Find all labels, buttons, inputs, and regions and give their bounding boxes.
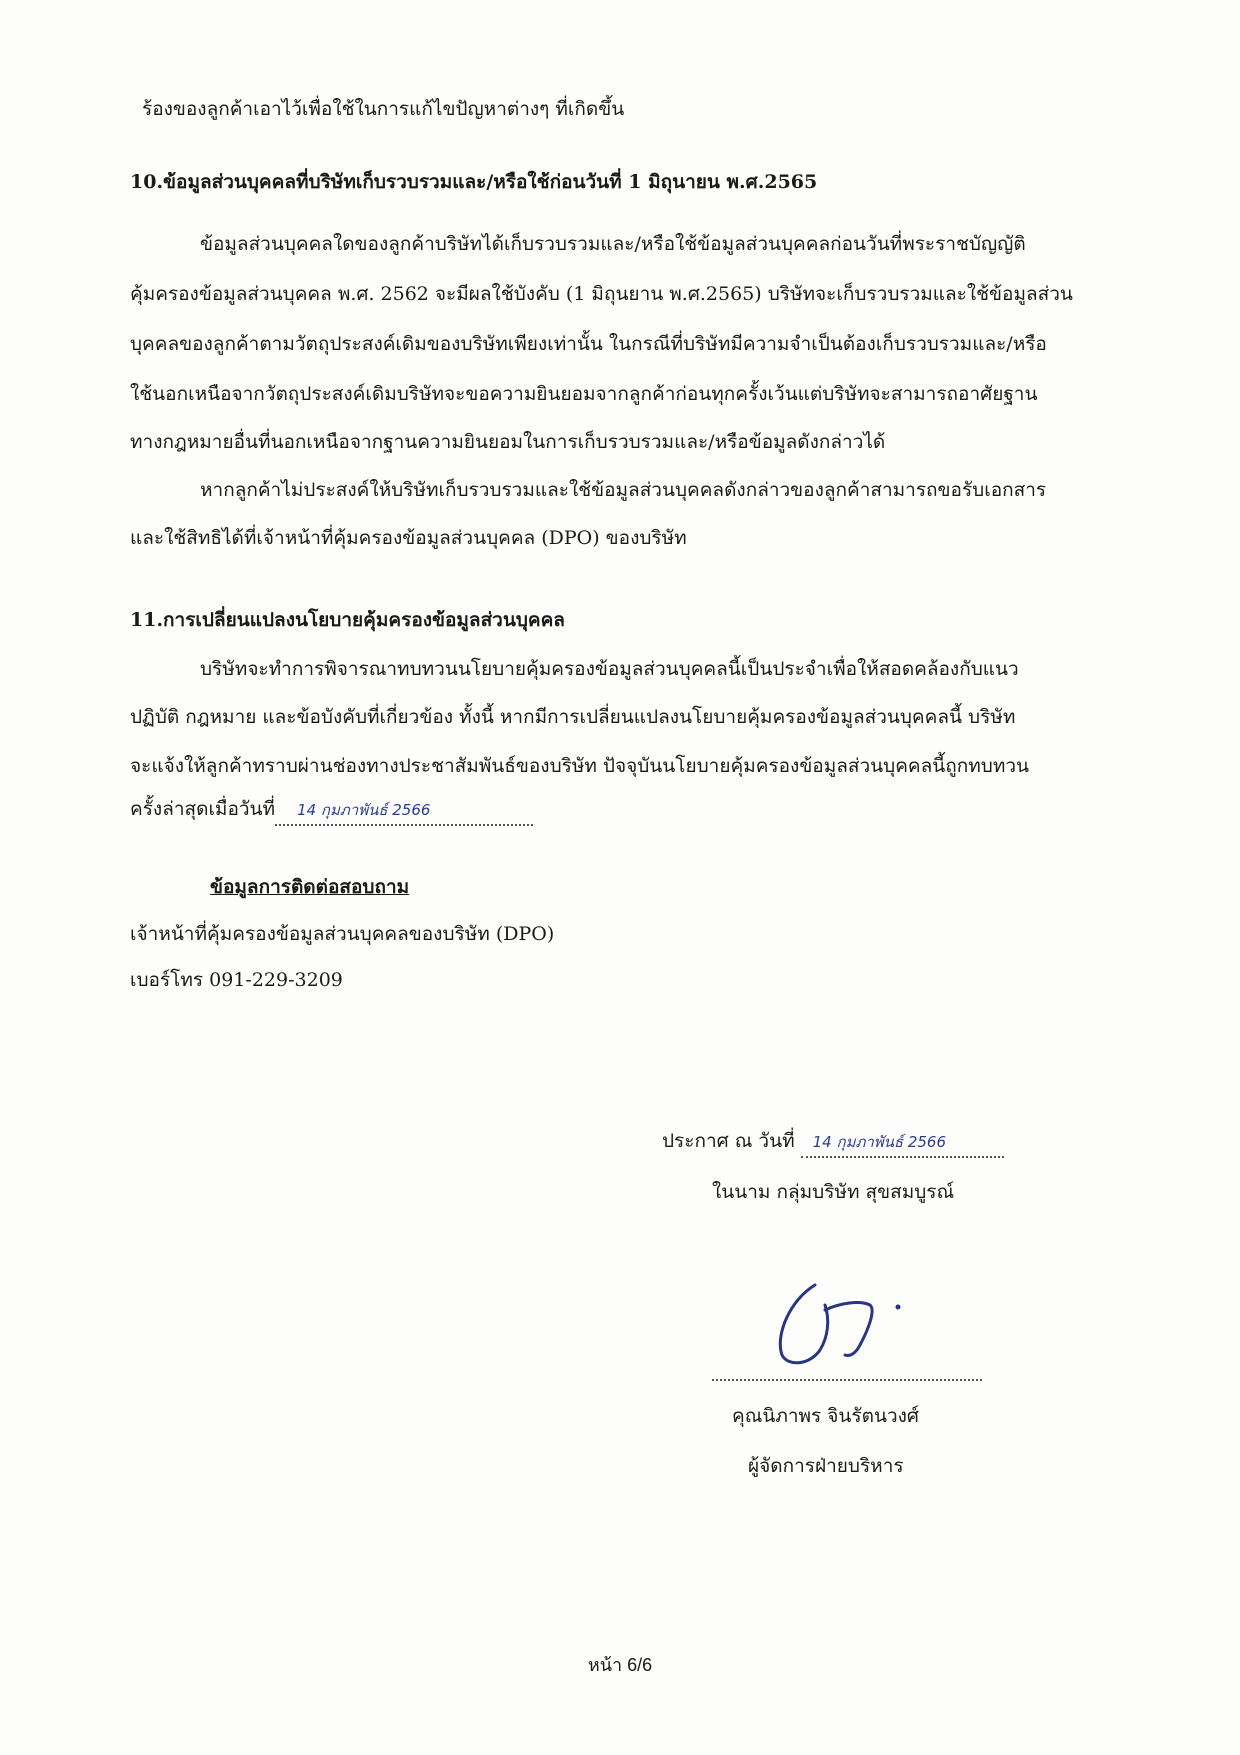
section-11-p1-line4	[130, 795, 533, 826]
signature-image	[770, 1275, 930, 1375]
signature-line	[712, 1379, 982, 1381]
announcement-date: 14 กุมภาพันธ์ 2566	[812, 1133, 947, 1151]
section-10-heading: 10.ข้อมูลส่วนบุคคลที่บริษัทเก็บรวบรวมและ/หรือใช้ก่อนวันที่ 1 มิถุนายน พ.ศ.2565	[130, 171, 818, 193]
section-10-p1-line3: บุคคลของลูกค้าตามวัตถุประสงค์เดิมของบริษัทเพียงเท่านั้น ในกรณีที่บริษัทมีความจำเป็นต้องเก็บรวบรวมและ/หรือ	[130, 333, 1047, 355]
signer-title: ผู้จัดการฝ่ายบริหาร	[748, 1455, 904, 1477]
section-10-p2-line2: และใช้สิทธิได้ที่เจ้าหน้าที่คุ้มครองข้อมูลส่วนบุคคล (DPO) ของบริษัท	[130, 527, 687, 549]
section-10-p1-line4: ใช้นอกเหนือจากวัตถุประสงค์เดิมบริษัทจะขอความยินยอมจากลูกค้าก่อนทุกครั้งเว้นแต่บริษัทจะสามารถอาศัยฐาน	[130, 383, 1038, 405]
contact-dpo: เจ้าหน้าที่คุ้มครองข้อมูลส่วนบุคคลของบริษัท (DPO)	[130, 923, 555, 945]
section-10-p2-line1: หากลูกค้าไม่ประสงค์ให้บริษัทเก็บรวบรวมและใช้ข้อมูลส่วนบุคคลดังกล่าวของลูกค้าสามารถขอรับเอกสาร	[200, 479, 1047, 501]
section-10-p1-line2: คุ้มครองข้อมูลส่วนบุคคล พ.ศ. 2562 จะมีผลใช้บังคับ (1 มิถุนยาน พ.ศ.2565) บริษัทจะเก็บรวบรวมและใช้ข้อมูลส่วน	[130, 283, 1073, 305]
section-11-p1-line3: จะแจ้งให้ลูกค้าทราบผ่านช่องทางประชาสัมพันธ์ของบริษัท ปัจจุบันนโยบายคุ้มครองข้อมูลส่วนบุคคลนี้ถูกทบทวน	[130, 755, 1030, 777]
signer-name: คุณนิภาพร จินรัตนวงศ์	[732, 1405, 919, 1427]
announcement-label: ประกาศ ณ วันที่	[662, 1130, 795, 1152]
announcement-date-line	[662, 1127, 1004, 1158]
last-review-date-field	[275, 795, 533, 826]
section-11-heading: 11.การเปลี่ยนแปลงนโยบายคุ้มครองข้อมูลส่วนบุคคล	[130, 609, 565, 631]
on-behalf-line: ในนาม กลุ่มบริษัท สุขสมบูรณ์	[712, 1181, 955, 1203]
intro-line: ร้องของลูกค้าเอาไว้เพื่อใช้ในการแก้ไขปัญหาต่างๆ ที่เกิดขึ้น	[142, 98, 625, 120]
section-10-p1-line5: ทางกฎหมายอื่นที่นอกเหนือจากฐานความยินยอมในการเก็บรวบรวมและ/หรือข้อมูลดังกล่าวได้	[130, 431, 886, 453]
last-review-label: ครั้งล่าสุดเมื่อวันที่	[130, 798, 276, 820]
contact-heading: ข้อมูลการติดต่อสอบถาม	[210, 876, 410, 898]
section-11-p1-line2: ปฏิบัติ กฎหมาย และข้อบังคับที่เกี่ยวข้อง ทั้งนี้ หากมีการเปลี่ยนแปลงนโยบายคุ้มครองข้อมูลส่วนบุคคลนี้ บริษัท	[130, 706, 1016, 728]
section-11-p1-line1: บริษัทจะทำการพิจารณาทบทวนนโยบายคุ้มครองข้อมูลส่วนบุคคลนี้เป็นประจำเพื่อให้สอดคล้องกับแนว	[200, 658, 1019, 680]
announcement-date-field	[801, 1127, 1004, 1158]
page-number: หน้า 6/6	[587, 1655, 653, 1675]
contact-phone: เบอร์โทร 091-229-3209	[130, 969, 343, 991]
section-10-p1-line1: ข้อมูลส่วนบุคคลใดของลูกค้าบริษัทได้เก็บรวบรวมและ/หรือใช้ข้อมูลส่วนบุคคลก่อนวันที่พระราชบัญญัติ	[200, 233, 1026, 255]
last-review-date: 14 กุมภาพันธ์ 2566	[297, 801, 431, 819]
